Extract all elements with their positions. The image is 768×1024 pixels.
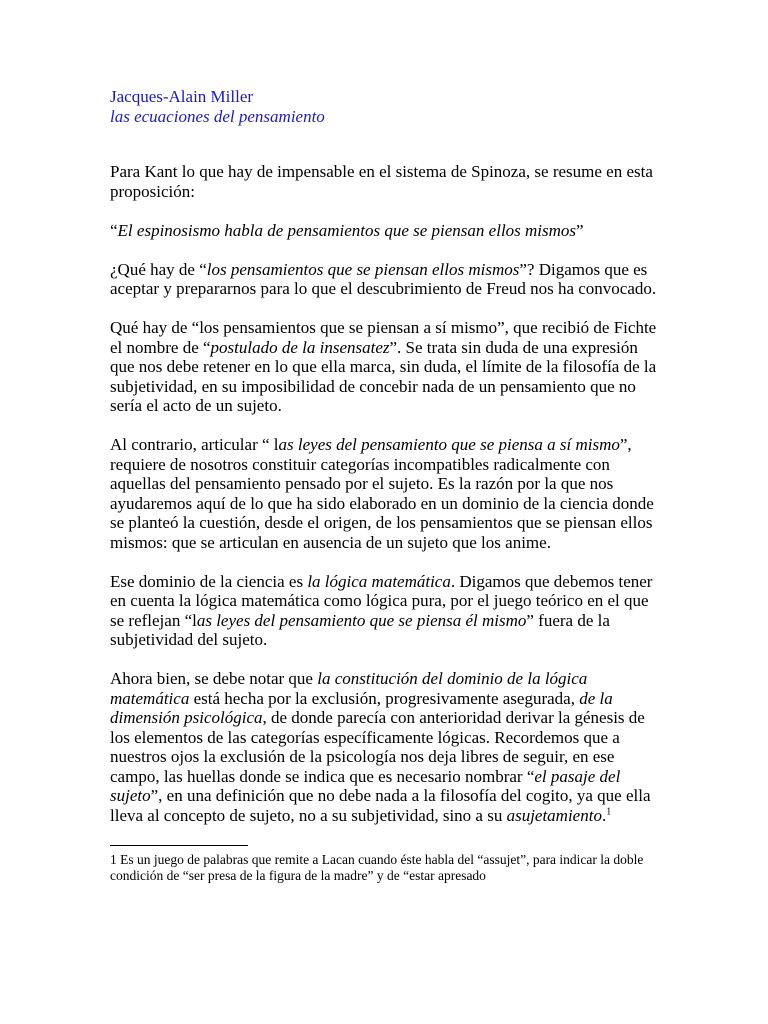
paragraph-p6 xyxy=(110,572,660,650)
text-run: ” fuera de la subjetividad del sujeto. xyxy=(110,610,610,649)
footnote-reference: 1 xyxy=(606,805,612,817)
paragraph-p7 xyxy=(110,669,660,825)
italic-phrase: la constitución del dominio de la lógica matemática xyxy=(110,669,588,708)
footnote-separator xyxy=(110,845,248,846)
text-run: ” xyxy=(576,220,584,240)
text-run: ”? Digamos que es aceptar y prepararnos para lo que el descubrimiento de Freud nos ha convocado. xyxy=(110,259,657,298)
text-run: Para Kant lo que hay de impensable en el sistema de Spinoza, se resume en esta proposición: xyxy=(110,162,653,201)
paragraph-p5 xyxy=(110,435,660,552)
text-run: ¿Qué hay de “ xyxy=(110,259,207,279)
italic-phrase: de la dimensión psicológica xyxy=(110,688,613,727)
text-run: “ xyxy=(110,220,118,240)
italic-phrase: as leyes del pensamiento que se piensa él mismo xyxy=(196,610,527,630)
paragraph-p2 xyxy=(110,221,660,241)
document-title: las ecuaciones del pensamiento xyxy=(110,106,325,126)
document-header xyxy=(110,87,660,126)
text-run: Ese dominio de la ciencia es xyxy=(110,571,308,591)
text-run: Ahora bien, se debe notar que xyxy=(110,669,318,688)
text-run: Qué hay de “los pensamientos que se piensan a sí mismo”, que recibió de Fichte el nombre de “ xyxy=(110,318,657,357)
paragraph-p3 xyxy=(110,260,660,299)
italic-phrase: El espinosismo habla de pensamientos que se piensan ellos mismos xyxy=(117,220,577,240)
text-run: ”, en una definición que no debe nada a la filosofía del cogito, ya que ella lleva al concepto de sujeto, no a su subjetividad, sino a su xyxy=(110,786,651,825)
text-run: Al contrario, articular “ l xyxy=(110,435,279,454)
paragraph-p4 xyxy=(110,318,660,416)
text-run: ”, requiere de nosotros constituir categorías incompatibles radicalmente con aquellas del pensamiento pensado por el sujeto. Es la razón por la que nos ayudaremos aquí de lo que ha sido elaborado en un dominio de la ciencia donde se planteó la cuestión, desde el origen, de los pensamientos que se piensan ellos mismos: que se articulan en ausencia de un sujeto que los anime. xyxy=(110,435,654,552)
document-body xyxy=(110,162,660,825)
author-name: Jacques-Alain Miller xyxy=(110,87,254,106)
italic-phrase: asujetamiento xyxy=(506,805,602,825)
text-run: . xyxy=(601,805,607,825)
italic-phrase: as leyes del pensamiento que se piensa a sí mismo xyxy=(278,435,620,454)
text-run: , de donde parecía con anterioridad derivar la génesis de los elementos de las categorías específicamente lógicas. Recordemos que a nuestros ojos la exclusión de la psicología nos deja libres de seguir, en ese campo, las huellas donde se indica que es necesario nombrar “ xyxy=(110,708,645,786)
text-run: está hecha por la exclusión, progresivamente asegurada, xyxy=(189,688,580,708)
text-run: ”. Se trata sin duda de una expresión que nos debe retener en lo que ella marca, sin duda, el límite de la filosofía de la subjetividad, en su imposibilidad de concebir nada de un pensamiento que no sería el acto de un sujeto. xyxy=(110,337,657,415)
paragraph-p1 xyxy=(110,162,660,201)
text-run: . Digamos que debemos tener en cuenta la lógica matemática como lógica pura, por el juego teórico en el que se reflejan “l xyxy=(110,571,653,630)
footnote: 1 Es un juego de palabras que remite a Lacan cuando éste habla del “assujet”, para indicar la doble condición de “ser presa de la figura de la madre” y de “estar apresado xyxy=(110,851,644,883)
italic-phrase: la lógica matemática xyxy=(307,571,451,591)
italic-phrase: el pasaje del sujeto xyxy=(110,766,621,805)
italic-phrase: postulado de la insensatez xyxy=(210,337,390,357)
italic-phrase: los pensamientos que se piensan ellos mismos xyxy=(206,259,520,279)
